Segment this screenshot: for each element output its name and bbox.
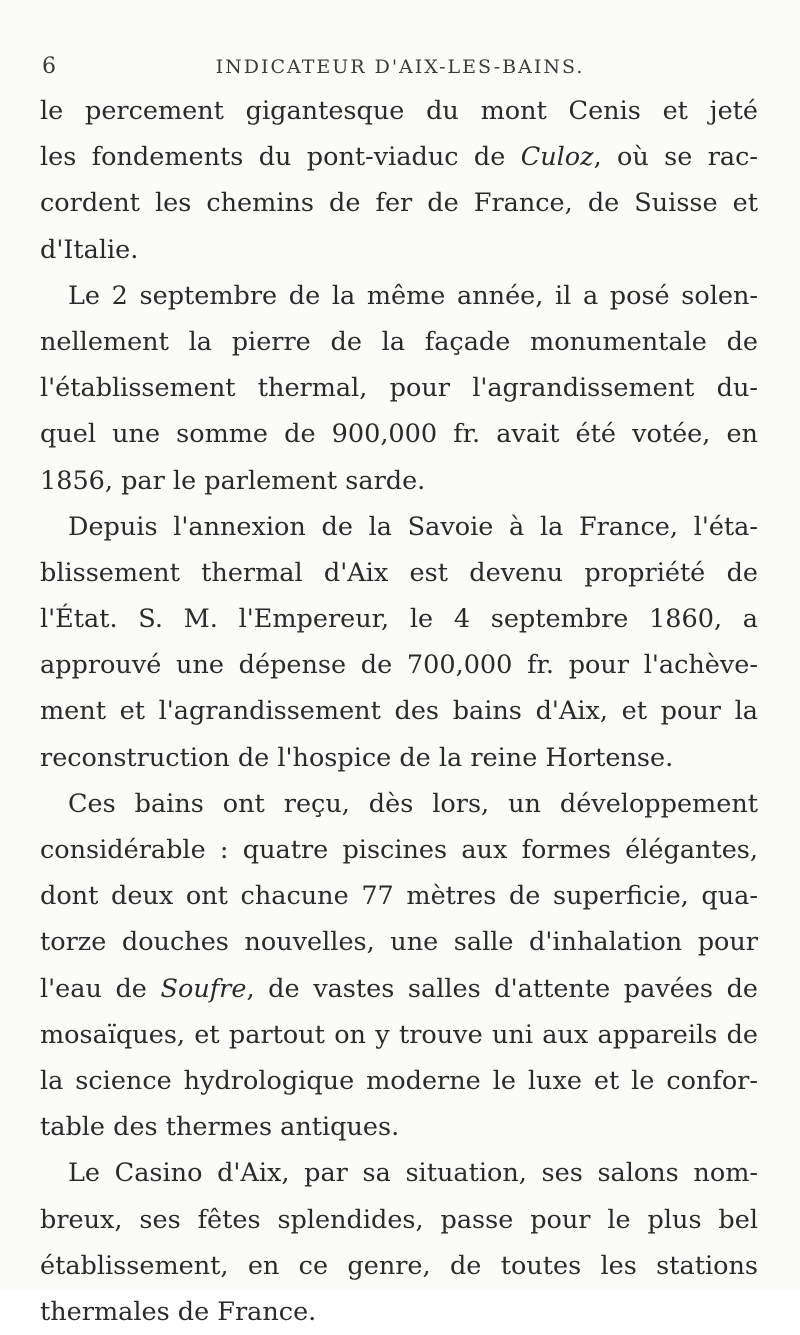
italic-place-name: Culoz [520,142,594,173]
body-text [40,88,758,1335]
text-line: Le Casino d'Aix, par sa situation, ses salons nom- [68,1158,758,1189]
text-line: Ces bains ont reçu, dès lors, un développement [68,788,758,819]
text-line: approuvé une dépense de 700,000 fr. pour l'achève- [40,650,758,681]
text-line: cordent les chemins de fer de France, de Suisse et [40,188,758,219]
text-line: mosaïques, et partout on y trouve uni aux appareils de [40,1019,758,1050]
text-line: la science hydrologique moderne le luxe et le confor- [40,1065,758,1096]
text-line: breux, ses fêtes splendides, passe pour le plus bel [40,1204,758,1235]
text-line: d'Italie. [40,234,139,265]
text-line: torze douches nouvelles, une salle d'inhalation pour [40,927,758,958]
text-line: dont deux ont chacune 77 mètres de superficie, qua- [40,881,758,912]
text-line: Depuis l'annexion de la Savoie à la France, l'éta- [68,511,758,542]
text-line: ment et l'agrandissement des bains d'Aix, et pour la [40,696,758,727]
text-line: table des thermes antiques. [40,1112,400,1143]
italic-spring-name: Soufre [160,973,247,1004]
text-line: établissement, en ce genre, de toutes les stations [40,1250,758,1281]
text-line: le percement gigantesque du mont Cenis et jeté [40,96,758,126]
text-line: reconstruction de l'hospice de la reine Hortense. [40,742,674,773]
text-line: nellement la pierre de la façade monumentale de [40,326,758,357]
text-line: l'établissement thermal, pour l'agrandissement du- [40,373,758,404]
text-line: l'État. S. M. l'Empereur, le 4 septembre 1860, a [40,604,758,635]
text-line: blissement thermal d'Aix est devenu propriété de [40,557,758,588]
text-line: Le 2 septembre de la même année, il a posé solen- [68,280,758,311]
page-number: 6 [42,54,56,79]
running-title: INDICATEUR D'AIX-LES-BAINS. [215,56,585,78]
text-line: 1856, par le parlement sarde. [40,465,426,496]
text-line: les fondements du pont-viaduc de Culoz, où se rac- [40,142,758,173]
text-line: quel une somme de 900,000 fr. avait été votée, en [40,419,758,450]
text-line: considérable : quatre piscines aux formes élégantes, [40,835,758,865]
text-line: thermales de France. [40,1296,317,1327]
text-line: l'eau de Soufre, de vastes salles d'attente pavées de [40,973,758,1004]
